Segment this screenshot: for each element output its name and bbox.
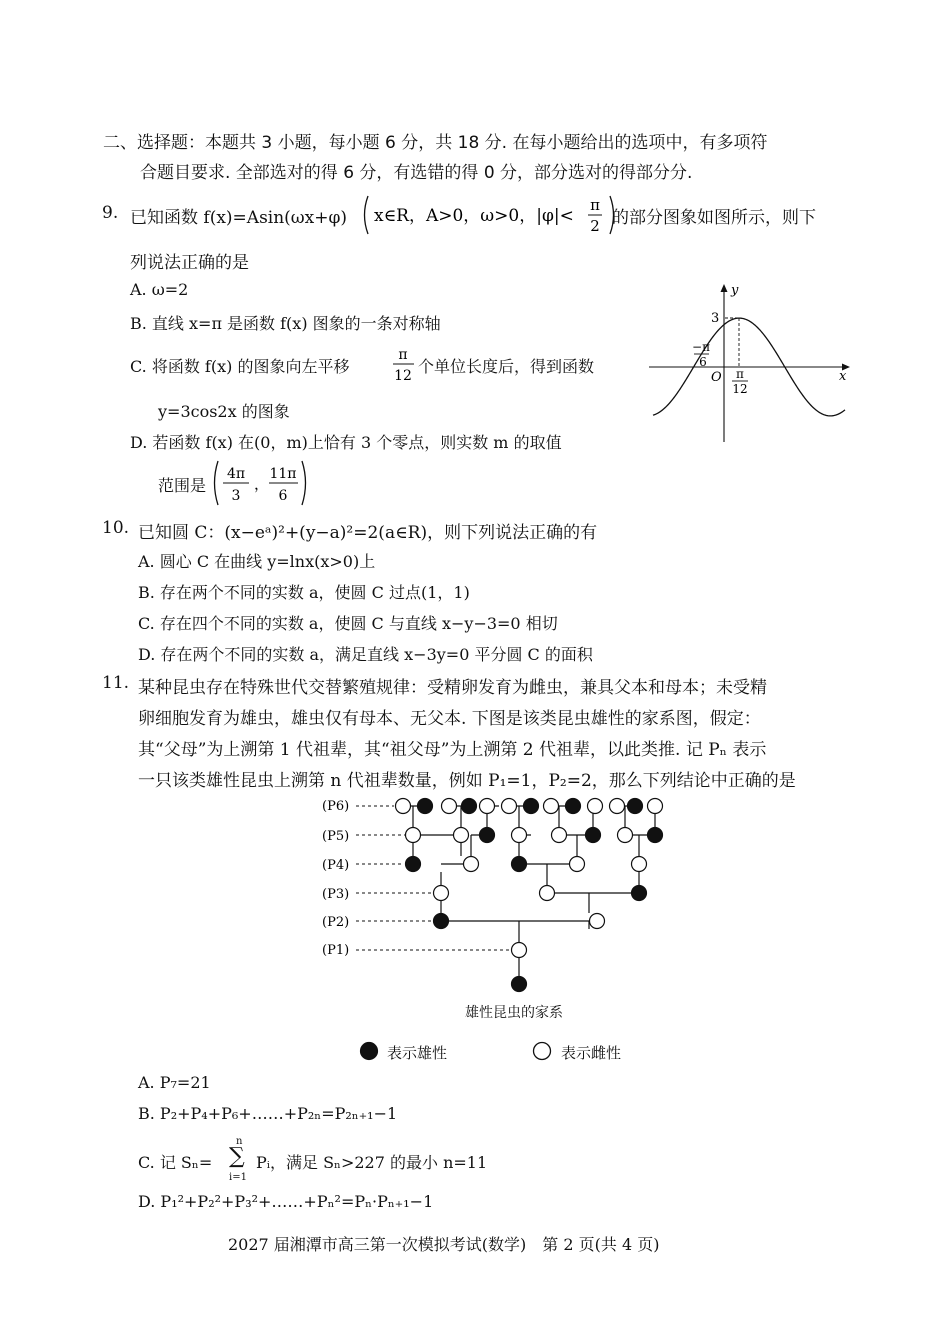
page-footer: 2027 届湘潭市高三第一次模拟考试(数学) 第 2 页(共 4 页) [228, 1235, 660, 1254]
q10-option-c: C. 存在四个不同的实数 a，使圆 C 与直线 x−y−3=0 相切 [138, 614, 558, 633]
node-female [618, 828, 633, 843]
connector-g3-g4-mid [519, 864, 577, 885]
q11-option-d: D. P₁²+P₂²+P₃²+……+Pₙ²=Pₙ·Pₙ₊₁−1 [138, 1192, 434, 1211]
gen-label-p3: (P3) [322, 887, 350, 902]
sum-lower-limit: i=1 [229, 1172, 247, 1183]
node-female [406, 828, 421, 843]
node-male [524, 799, 539, 814]
connector-g1-g2 [441, 921, 589, 942]
q9c-frac-num: π [398, 347, 408, 363]
q10-number: 10. [102, 518, 130, 538]
female-circle [534, 1043, 551, 1060]
connector-g4-g5-a [413, 835, 461, 864]
node-female [552, 828, 567, 843]
q9-option-d-label: 范围是 [158, 476, 207, 495]
q9-option-c-part1: C. 将函数 f(x) 的图象向左平移 [130, 357, 350, 376]
q9-frac-den: 2 [590, 217, 600, 235]
q9-frac-num: π [590, 196, 600, 214]
q11-stem-line2: 卵细胞发育为雄虫，雄虫仅有母本、无父本. 下图是该类昆虫雄性的家系图，假定： [138, 709, 761, 729]
q11-option-c-prefix: C. 记 Sₙ= [138, 1153, 213, 1172]
y-axis-label: y [731, 283, 739, 298]
node-female [464, 857, 479, 872]
section-header-line1: 二、选择题：本题共 3 小题，每小题 6 分，共 18 分. 在每小题给出的选项中，有多项符 [103, 133, 768, 153]
family-tree-diagram [300, 790, 710, 1000]
y-axis-arrow [721, 284, 728, 292]
node-female [632, 857, 647, 872]
q9c-frac-den: 12 [394, 368, 412, 384]
node-male [648, 828, 663, 843]
node-female [610, 799, 625, 814]
q10-option-a: A. 圆心 C 在曲线 y=lnx(x>0)上 [138, 552, 376, 571]
node-female [396, 799, 411, 814]
q9-stem-a: 已知函数 f(x)=Asin(ωx+φ) [130, 208, 348, 228]
pos-tick-den: 12 [732, 382, 748, 396]
q9-stem-line2: 列说法正确的是 [130, 253, 249, 273]
q11-stem-line4: 一只该类雄性昆虫上溯第 n 代祖辈数量，例如 P₁=1，P₂=2，那么下列结论中正确的是 [138, 771, 796, 791]
pos-tick-num: π [736, 367, 744, 381]
range-f2-num: 11π [269, 466, 297, 482]
q9-option-a: A. ω=2 [130, 280, 189, 299]
node-male [566, 799, 581, 814]
node-female [512, 828, 527, 843]
q9-option-d-range [210, 458, 320, 508]
range-separator: ， [254, 475, 270, 493]
range-f1-num: 4π [226, 466, 246, 482]
generation-labels [322, 799, 349, 958]
node-female [540, 886, 555, 901]
male-circle [361, 1043, 378, 1060]
range-left-paren [215, 461, 219, 505]
node-male [512, 857, 527, 872]
node-male [406, 857, 421, 872]
left-paren [365, 196, 369, 234]
q11-option-c-suffix: Pᵢ，满足 Sₙ>227 的最小 n=11 [256, 1153, 488, 1172]
q9-option-d-line1: D. 若函数 f(x) 在(0，m)上恰有 3 个零点，则实数 m 的取值 [130, 433, 562, 452]
q9-option-c-frac [390, 342, 420, 388]
q9-condition-group [360, 192, 650, 238]
q10-option-b: B. 存在两个不同的实数 a，使圆 C 过点(1，1) [138, 583, 470, 602]
node-female [648, 799, 663, 814]
origin-label: O [711, 370, 722, 385]
node-male [586, 828, 601, 843]
q11-option-b: B. P₂+P₄+P₆+……+P₂ₙ=P₂ₙ₊₁−1 [138, 1104, 398, 1123]
node-female [442, 799, 457, 814]
neg-tick-num: −π [692, 340, 710, 354]
node-female [512, 943, 527, 958]
q9-option-b: B. 直线 x=π 是函数 f(x) 图象的一条对称轴 [130, 314, 441, 333]
gen-label-p6: (P6) [322, 799, 350, 814]
q10-stem: 已知圆 C：(x−eᵃ)²+(y−a)²=2(a∈R)，则下列说法正确的有 [138, 523, 598, 543]
q9-sine-graph [645, 280, 855, 446]
node-female [480, 799, 495, 814]
q9-option-c-line2: y=3cos2x 的图象 [158, 402, 290, 421]
node-female [544, 799, 559, 814]
sum-symbol: ∑ [229, 1144, 245, 1169]
node-female [502, 799, 517, 814]
gen-label-p2: (P2) [322, 915, 350, 930]
section-header-line2: 合题目要求. 全部选对的得 6 分，有选错的得 0 分，部分选对的得部分分. [140, 163, 693, 183]
range-f2-den: 6 [278, 488, 288, 504]
q10-option-d: D. 存在两个不同的实数 a，满足直线 x−3y=0 平分圆 C 的面积 [138, 645, 593, 664]
q11-stem-line3: 其“父母”为上溯第 1 代祖辈，其“祖父母”为上溯第 2 代祖辈，以此类推. 记 Pₙ 表示 [138, 740, 767, 760]
q9-stem-c: 的部分图象如图所示，则下 [612, 208, 816, 228]
node-male [632, 886, 647, 901]
node-female [454, 828, 469, 843]
legend-female-label: 表示雌性 [561, 1044, 622, 1062]
node-female [434, 886, 449, 901]
node-male [418, 799, 433, 814]
range-right-paren [302, 461, 306, 505]
node-male [480, 828, 495, 843]
tree-caption: 雄性昆虫的家系 [465, 1005, 563, 1021]
node-male [462, 799, 477, 814]
peak-value-label: 3 [711, 311, 720, 326]
range-f1-den: 3 [231, 488, 241, 504]
node-female [570, 857, 585, 872]
connector-g2-g3-m [547, 885, 639, 913]
sum-upper-limit: n [236, 1136, 243, 1147]
q9-option-c-part2: 个单位长度后，得到函数 [418, 357, 595, 376]
node-female [588, 799, 603, 814]
gen-label-p1: (P1) [322, 943, 350, 958]
node-male [434, 914, 449, 929]
gen-label-p4: (P4) [322, 858, 350, 873]
x-axis-label: x [839, 369, 847, 384]
legend-male-label: 表示雄性 [387, 1044, 448, 1062]
q11-option-a: A. P₇=21 [138, 1073, 211, 1092]
legend-female-symbol [531, 1040, 553, 1062]
q9-number: 9. [102, 203, 119, 223]
q11-number: 11. [102, 673, 130, 693]
node-female [590, 914, 605, 929]
gen-label-p5: (P5) [322, 829, 350, 844]
q9-condition-text: x∈R，A>0，ω>0，|φ|< [374, 206, 574, 226]
legend-male-symbol [358, 1040, 380, 1062]
q11-stem-line1: 某种昆虫存在特殊世代交替繁殖规律：受精卵发育为雌虫，兼具父本和母本；未受精 [138, 678, 767, 698]
node-male [512, 977, 527, 992]
node-male [628, 799, 643, 814]
tree-nodes [396, 799, 663, 992]
neg-tick-den: 6 [699, 355, 707, 369]
